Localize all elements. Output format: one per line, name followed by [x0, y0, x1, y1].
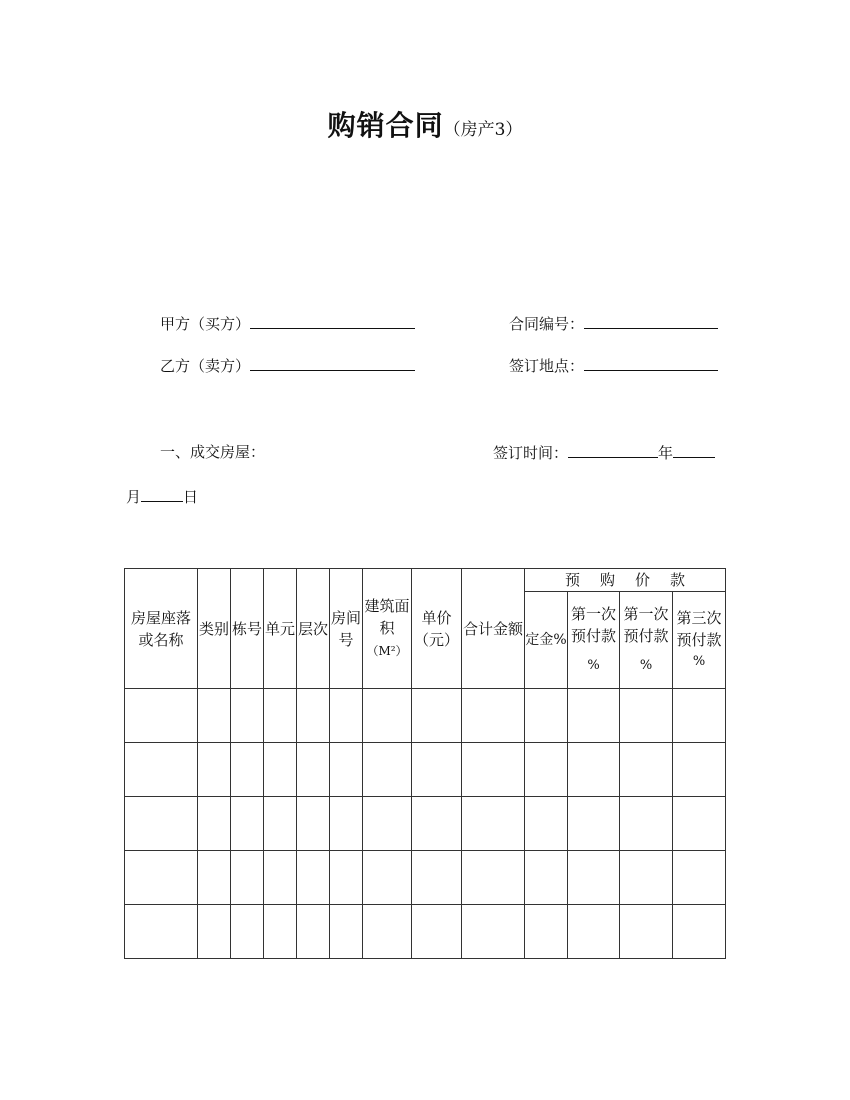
house-table	[124, 568, 726, 959]
header-second-prepay-pct: %	[639, 658, 653, 673]
header-third-prepay-label: 第三次预付款	[676, 609, 722, 649]
sign-day-field[interactable]	[141, 485, 183, 502]
table-row	[125, 905, 726, 959]
header-room: 房间号	[330, 569, 363, 689]
party-a-label: 甲方（买方）	[160, 315, 251, 333]
sign-time-line	[493, 441, 715, 463]
header-first-prepay-pct: %	[587, 658, 600, 673]
sign-place-line	[509, 354, 718, 376]
sign-time-line-2	[126, 485, 198, 507]
sign-place-field[interactable]	[584, 354, 718, 371]
table-row	[125, 797, 726, 851]
header-second-prepay	[620, 592, 673, 689]
title-sub: （房产3）	[443, 120, 523, 140]
sign-place-label: 签订地点：	[509, 357, 585, 375]
contract-no-label: 合同编号：	[509, 315, 585, 333]
header-floor: 层次	[297, 569, 330, 689]
sign-month-field[interactable]	[673, 441, 715, 458]
sign-year-field[interactable]	[568, 441, 658, 458]
party-b-field[interactable]	[250, 354, 415, 371]
header-deposit: 定金%	[525, 592, 568, 689]
header-area-label: 建筑面积	[364, 597, 410, 637]
table-row	[125, 689, 726, 743]
section1-heading: 一、成交房屋：	[160, 443, 266, 461]
header-third-prepay-pct: %	[692, 654, 706, 669]
year-label: 年	[658, 444, 674, 462]
header-location: 房屋座落或名称	[125, 569, 198, 689]
header-type: 类别	[198, 569, 231, 689]
header-first-prepay	[568, 592, 620, 689]
header-building: 栋号	[231, 569, 264, 689]
table-row	[125, 851, 726, 905]
header-first-prepay-label: 第一次预付款	[570, 605, 616, 645]
header-area-unit: （M²）	[366, 644, 408, 658]
party-b-label: 乙方（卖方）	[160, 357, 251, 375]
contract-no-line	[509, 312, 718, 334]
header-total: 合计金额	[462, 569, 525, 689]
party-a-field[interactable]	[250, 312, 415, 329]
header-prepay: 预购价款	[525, 569, 726, 592]
contract-no-field[interactable]	[584, 312, 718, 329]
sign-time-label: 签订时间：	[493, 444, 569, 462]
party-b-line	[160, 354, 415, 376]
header-second-prepay-label: 第一次预付款	[623, 605, 669, 645]
header-area	[363, 569, 412, 689]
title-main: 购销合同	[327, 109, 444, 142]
header-price: 单价（元）	[412, 569, 462, 689]
month-label: 月	[126, 488, 142, 506]
header-third-prepay	[673, 592, 726, 689]
header-unit: 单元	[264, 569, 297, 689]
table-row	[125, 743, 726, 797]
document-title	[0, 104, 850, 144]
party-a-line	[160, 312, 415, 334]
day-label: 日	[183, 488, 199, 506]
